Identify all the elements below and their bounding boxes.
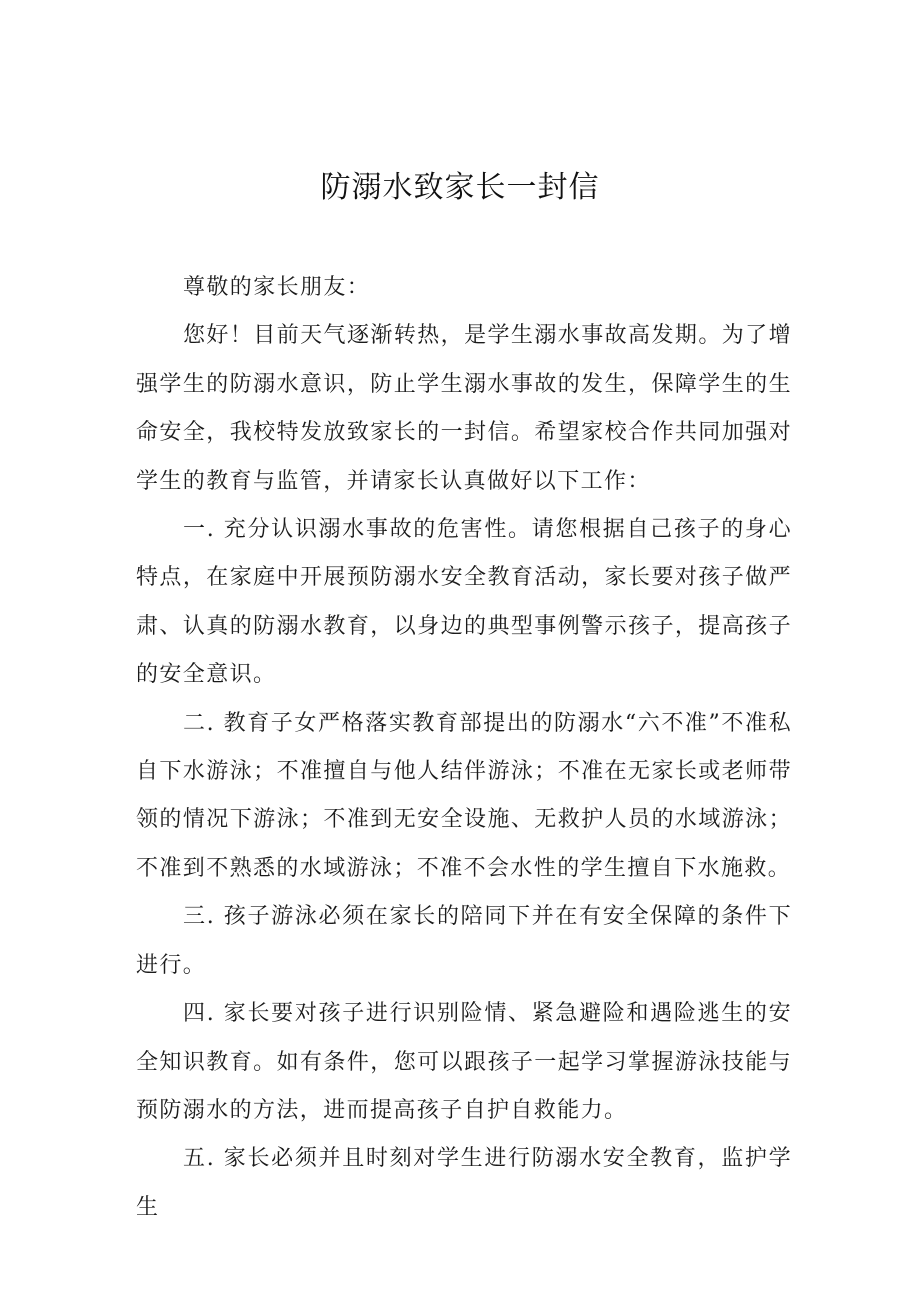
paragraph-item-4: 四. 家长要对孩子进行识别险情、紧急避险和遇险逃生的安全知识教育。如有条件，您可以跟孩子一起学习掌握游泳技能与预防溺水的方法，进而提高孩子自护自救能力。 (136, 1001, 792, 1123)
document-title: 防溺水致家长一封信 (320, 170, 600, 205)
salutation: 尊敬的家长朋友： (183, 275, 371, 300)
paragraph-item-1: 一. 充分认识溺水事故的危害性。请您根据自己孩子的身心特点，在家庭中开展预防溺水安全教育活动，家长要对孩子做严肃、认真的防溺水教育，以身边的典型事例警示孩子，提高孩子的安全意识。 (136, 517, 792, 688)
paragraph-item-5: 五. 家长必须并且时刻对学生进行防溺水安全教育，监护学生 (136, 1146, 792, 1220)
letter-body (136, 264, 792, 1232)
paragraph-item-2: 二. 教育子女严格落实教育部提出的防溺水“六不准”不准私自下水游泳；不准擅自与他人结伴游泳；不准在无家长或老师带领的情况下游泳；不准到无安全设施、无救护人员的水域游泳；不准到不熟悉的水域游泳；不准不会水性的学生擅自下水施救。 (136, 710, 792, 881)
paragraph-item-3: 三. 孩子游泳必须在家长的陪同下并在有安全保障的条件下进行。 (136, 904, 792, 978)
paragraph-intro: 您好！目前天气逐渐转热，是学生溺水事故高发期。为了增强学生的防溺水意识，防止学生溺水事故的发生，保障学生的生命安全，我校特发放致家长的一封信。希望家校合作共同加强对学生的教育与监管，并请家长认真做好以下工作： (136, 323, 792, 494)
